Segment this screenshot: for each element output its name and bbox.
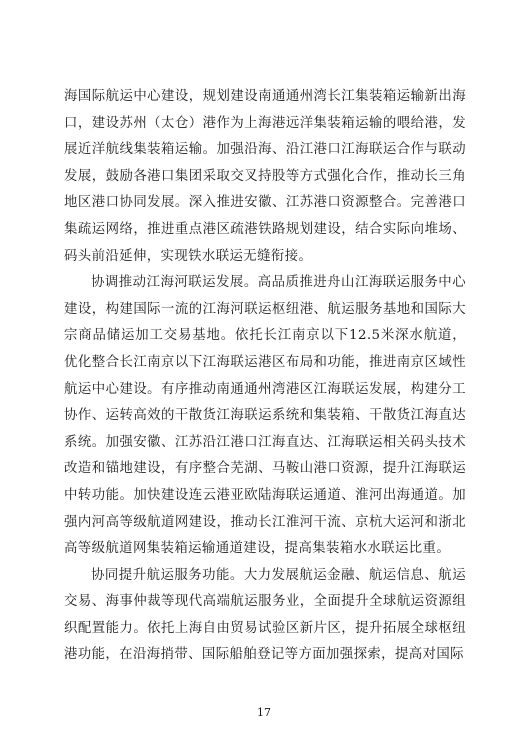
page-number: 17 [257, 706, 271, 719]
paragraph-3: 协同提升航运服务功能。大力发展航运金融、航运信息、航运交易、海事仲裁等现代高端航运服务业，全面提升全球航运资源组织配置能力。依托上海自由贸易试验区新片区，提升拓展全球枢纽港功能，在沿海捎带、国际船舶登记等方面加强探索，提高对国际 [64, 567, 466, 663]
body-text [64, 84, 466, 669]
paragraph-2: 协调推动江海河联运发展。高品质推进舟山江海联运服务中心建设，构建国际一流的江海河联运枢纽港、航运服务基地和国际大宗商品储运加工交易基地。依托长江南京以下12.5米深水航道，优化整合长江南京以下江海联运港区布局和功能，推进南京区域性航运中心建设。有序推动南通通州湾港区江海联运发展，构建分工协作、运转高效的干散货江海联运系统和集装箱、干散货江海直达系统。加强安徽、江苏沿江港口江海直达、江海联运相关码头技术改造和锚地建设，有序整合芜湖、马鞍山港口资源，提升江海联运中转功能。加快建设连云港亚欧陆海联运通道、淮河出海通道。加强内河高等级航道网建设，推动长江淮河干流、京杭大运河和浙北高等级航道网集装箱运输通道建设，提高集装箱水水联运比重。 [64, 275, 466, 557]
paragraph-1: 海国际航运中心建设，规划建设南通通州湾长江集装箱运输新出海口，建设苏州（太仓）港作为上海港远洋集装箱运输的喂给港，发展近洋航线集装箱运输。加强沿海、沿江港口江海联运合作与联动发展，鼓励各港口集团采取交叉持股等方式强化合作，推动长三角地区港口协同发展。深入推进安徽、江苏港口资源整合。完善港口集疏运网络，推进重点港区疏港铁路规划建设，结合实际向堆场、码头前沿延伸，实现铁水联运无缝衔接。 [64, 89, 466, 264]
